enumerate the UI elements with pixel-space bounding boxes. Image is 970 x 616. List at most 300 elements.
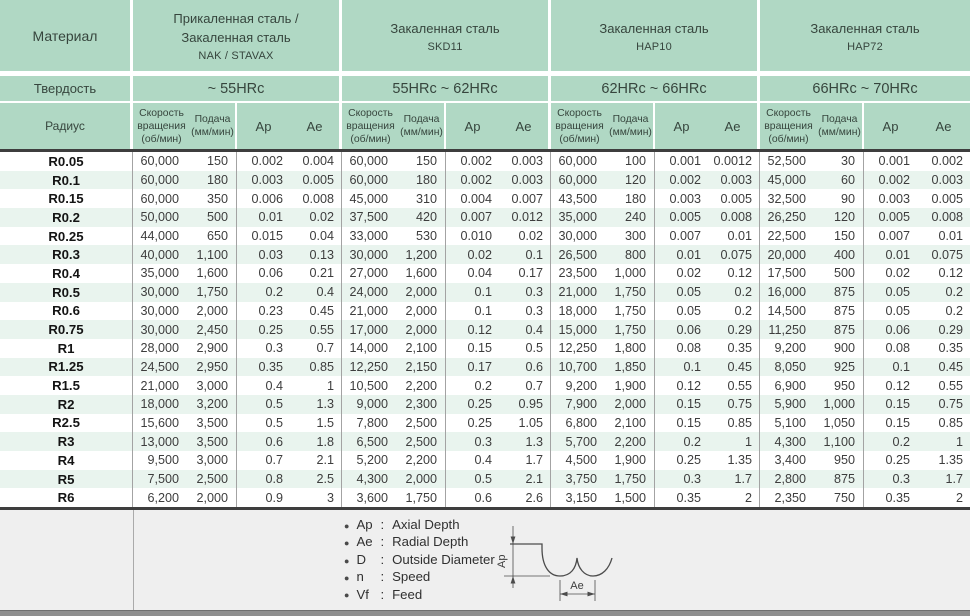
table-row — [0, 451, 970, 470]
value-cell: 1,100 — [817, 432, 864, 451]
value-cell: 500 — [817, 264, 864, 283]
value-cell: 13,000 — [140, 434, 179, 449]
value-cell: 0.3 — [499, 283, 551, 302]
value-cell: 0.95 — [499, 395, 551, 414]
value-cell: 6,900 — [774, 378, 806, 393]
value-cell: 2,000 — [399, 320, 446, 339]
radius-cell: R0.75 — [0, 320, 133, 339]
value-cell: 4,300 — [774, 434, 806, 449]
value-cell: 0.075 — [708, 245, 760, 264]
radius-cell: R5 — [0, 470, 133, 489]
value-cell: 0.006 — [251, 191, 283, 206]
value-cell: 925 — [817, 358, 864, 377]
value-cell: 900 — [817, 339, 864, 358]
value-cell: 530 — [399, 227, 446, 246]
value-cell: 2,000 — [608, 395, 655, 414]
value-cell: 0.29 — [938, 322, 963, 337]
value-cell: 0.2 — [945, 303, 963, 318]
value-cell: 0.6 — [474, 490, 492, 505]
radius-cell: R2 — [0, 395, 133, 414]
value-cell: 0.01 — [676, 247, 701, 262]
value-cell: 12,250 — [558, 341, 597, 356]
value-cell: 1,000 — [608, 264, 655, 283]
value-cell: 0.007 — [460, 210, 492, 225]
value-cell: 0.2 — [708, 302, 760, 321]
value-cell: 0.21 — [290, 264, 342, 283]
value-cell: 0.05 — [885, 285, 910, 300]
value-cell: 120 — [608, 171, 655, 190]
value-cell: 15,600 — [140, 415, 179, 430]
value-cell: 2,350 — [774, 490, 806, 505]
table-row — [0, 283, 970, 302]
arrow-icon — [511, 537, 516, 545]
radius-cell: R0.05 — [0, 152, 133, 171]
value-cell: 0.35 — [885, 490, 910, 505]
bottom-bar — [0, 610, 970, 616]
value-cell: 0.008 — [931, 210, 963, 225]
value-cell: 0.1 — [499, 245, 551, 264]
value-cell: 2,000 — [190, 302, 237, 321]
value-cell: 7,900 — [565, 397, 597, 412]
value-cell: 0.3 — [892, 472, 910, 487]
value-cell: 27,000 — [349, 266, 388, 281]
value-cell: 2.6 — [499, 488, 551, 507]
value-cell: 2,000 — [190, 488, 237, 507]
value-cell: 17,000 — [349, 322, 388, 337]
value-cell: 1,600 — [190, 264, 237, 283]
value-cell: 60 — [817, 171, 864, 190]
value-cell: 0.01 — [938, 229, 963, 244]
material-group-hap10 — [551, 0, 760, 71]
value-cell: 32,500 — [767, 191, 806, 206]
value-cell: 500 — [190, 208, 237, 227]
value-cell: 1,500 — [608, 488, 655, 507]
value-cell: 0.003 — [251, 173, 283, 188]
value-cell: 0.002 — [251, 154, 283, 169]
speed-header: Скорость вращения (об/мин) — [133, 103, 190, 149]
value-cell: 60,000 — [349, 154, 388, 169]
group-name-line: Закаленная сталь — [810, 20, 920, 36]
value-cell: 0.1 — [892, 359, 910, 374]
value-cell: 0.15 — [676, 415, 701, 430]
value-cell: 420 — [399, 208, 446, 227]
value-cell: 30 — [817, 152, 864, 171]
value-cell: 37,500 — [349, 210, 388, 225]
table-row — [0, 395, 970, 414]
value-cell: 0.001 — [669, 154, 701, 169]
value-cell: 0.005 — [878, 210, 910, 225]
value-cell: 33,000 — [349, 229, 388, 244]
value-cell: 0.003 — [878, 191, 910, 206]
value-cell: 0.007 — [878, 229, 910, 244]
value-cell: 0.15 — [467, 341, 492, 356]
value-cell: 9,000 — [356, 397, 388, 412]
arrow-icon — [588, 592, 596, 597]
value-cell: 1.7 — [708, 470, 760, 489]
value-cell: 0.35 — [708, 339, 760, 358]
value-cell: 310 — [399, 189, 446, 208]
value-cell: 1,750 — [608, 470, 655, 489]
value-cell: 22,500 — [767, 229, 806, 244]
legend-item-vf: ● Vf : Feed — [344, 586, 423, 602]
value-cell: 2,900 — [190, 339, 237, 358]
value-cell: 0.15 — [885, 397, 910, 412]
value-cell: 30,000 — [140, 303, 179, 318]
radius-cell: R2.5 — [0, 414, 133, 433]
table-row — [0, 320, 970, 339]
value-cell: 2,300 — [399, 395, 446, 414]
value-cell: 3,500 — [190, 414, 237, 433]
value-cell: 2,500 — [399, 432, 446, 451]
value-cell: 0.1 — [474, 303, 492, 318]
value-cell: 2.1 — [499, 470, 551, 489]
material-group-nak-stavax — [133, 0, 342, 71]
value-cell: 0.7 — [499, 376, 551, 395]
value-cell: 1.7 — [499, 451, 551, 470]
value-cell: 0.3 — [474, 434, 492, 449]
value-cell: 5,700 — [565, 434, 597, 449]
value-cell: 14,500 — [767, 303, 806, 318]
value-cell: 1,850 — [608, 358, 655, 377]
value-cell: 180 — [190, 171, 237, 190]
value-cell: 0.75 — [938, 397, 963, 412]
value-cell: 0.008 — [708, 208, 760, 227]
value-cell: 3,200 — [190, 395, 237, 414]
value-cell: 2 — [955, 490, 963, 505]
value-cell: 1,750 — [608, 283, 655, 302]
value-cell: 0.3 — [265, 341, 283, 356]
value-cell: 1,200 — [399, 245, 446, 264]
value-cell: 0.55 — [290, 320, 342, 339]
value-cell: 24,500 — [140, 359, 179, 374]
value-cell: 0.2 — [683, 434, 701, 449]
table-row — [0, 189, 970, 208]
radius-cell: R0.4 — [0, 264, 133, 283]
value-cell: 2,200 — [608, 432, 655, 451]
value-cell: 1 — [708, 432, 760, 451]
value-cell: 2.1 — [290, 451, 342, 470]
table-row — [0, 432, 970, 451]
value-cell: 1,600 — [399, 264, 446, 283]
value-cell: 150 — [399, 152, 446, 171]
value-cell: 2,200 — [399, 376, 446, 395]
material-group-hap72 — [760, 0, 970, 71]
value-cell: 30,000 — [140, 322, 179, 337]
value-cell: 0.01 — [258, 210, 283, 225]
group-name-line: Прикаленная сталь / — [173, 11, 299, 26]
value-cell: 0.06 — [676, 322, 701, 337]
value-cell: 0.0012 — [708, 152, 760, 171]
ap-header: Ap — [864, 103, 917, 149]
value-cell: 1,750 — [608, 320, 655, 339]
hardness-row — [0, 76, 970, 101]
value-cell: 0.004 — [290, 152, 342, 171]
value-cell: 44,000 — [140, 229, 179, 244]
bullet-icon: ● — [344, 538, 350, 549]
scallop-profile — [510, 544, 612, 576]
value-cell: 300 — [608, 227, 655, 246]
value-cell: 43,500 — [558, 191, 597, 206]
value-cell: 20,000 — [767, 247, 806, 262]
value-cell: 0.12 — [885, 378, 910, 393]
value-cell: 0.002 — [931, 154, 963, 169]
radius-cell: R1.25 — [0, 358, 133, 377]
value-cell: 0.4 — [290, 283, 342, 302]
value-cell: 0.2 — [708, 283, 760, 302]
group-name-line: Закаленная сталь — [181, 30, 291, 45]
radius-label: Радиус — [0, 103, 133, 149]
value-cell: 0.23 — [258, 303, 283, 318]
value-cell: 45,000 — [767, 173, 806, 188]
value-cell: 0.04 — [290, 227, 342, 246]
value-cell: 0.005 — [708, 189, 760, 208]
ap-header: Ap — [446, 103, 499, 149]
value-cell: 0.03 — [258, 247, 283, 262]
value-cell: 8,050 — [774, 359, 806, 374]
value-cell: 0.01 — [708, 227, 760, 246]
value-cell: 21,000 — [140, 378, 179, 393]
table-row — [0, 245, 970, 264]
value-cell: 0.35 — [938, 341, 963, 356]
value-cell: 0.008 — [290, 189, 342, 208]
value-cell: 650 — [190, 227, 237, 246]
value-cell: 0.15 — [676, 397, 701, 412]
group-name-line: Закаленная сталь — [390, 20, 500, 36]
value-cell: 3 — [290, 488, 342, 507]
value-cell: 4,300 — [356, 472, 388, 487]
value-cell: 0.002 — [878, 173, 910, 188]
speed-header: Скорость вращения (об/мин) — [760, 103, 817, 149]
column-header-row — [0, 103, 970, 149]
table-row — [0, 152, 970, 171]
value-cell: 0.45 — [708, 358, 760, 377]
value-cell: 45,000 — [349, 191, 388, 206]
value-cell: 4,500 — [565, 453, 597, 468]
value-cell: 1 — [290, 376, 342, 395]
value-cell: 0.25 — [467, 397, 492, 412]
value-cell: 0.17 — [499, 264, 551, 283]
bullet-icon: ● — [344, 520, 350, 531]
hardness-label: Твердость — [0, 76, 133, 101]
value-cell: 950 — [817, 451, 864, 470]
value-cell: 30,000 — [140, 285, 179, 300]
value-cell: 0.001 — [878, 154, 910, 169]
value-cell: 6,500 — [356, 434, 388, 449]
value-cell: 18,000 — [140, 397, 179, 412]
value-cell: 9,200 — [774, 341, 806, 356]
value-cell: 0.55 — [938, 378, 963, 393]
value-cell: 2,450 — [190, 320, 237, 339]
hardness-value: 66HRc ~ 70HRc — [760, 76, 970, 101]
value-cell: 180 — [608, 189, 655, 208]
value-cell: 0.005 — [290, 171, 342, 190]
value-cell: 950 — [817, 376, 864, 395]
value-cell: 0.08 — [885, 341, 910, 356]
value-cell: 2,100 — [608, 414, 655, 433]
value-cell: 0.45 — [290, 302, 342, 321]
value-cell: 9,500 — [147, 453, 179, 468]
value-cell: 0.2 — [474, 378, 492, 393]
value-cell: 0.007 — [669, 229, 701, 244]
value-cell: 1.35 — [938, 453, 963, 468]
legend-area — [0, 510, 970, 610]
value-cell: 5,100 — [774, 415, 806, 430]
value-cell: 0.2 — [265, 285, 283, 300]
value-cell: 0.02 — [467, 247, 492, 262]
value-cell: 0.02 — [290, 208, 342, 227]
value-cell: 21,000 — [349, 303, 388, 318]
value-cell: 0.2 — [945, 285, 963, 300]
value-cell: 0.12 — [467, 322, 492, 337]
value-cell: 0.7 — [290, 339, 342, 358]
value-cell: 0.08 — [676, 341, 701, 356]
bullet-icon: ● — [344, 572, 350, 583]
value-cell: 0.02 — [499, 227, 551, 246]
value-cell: 0.35 — [676, 490, 701, 505]
value-cell: 0.25 — [258, 322, 283, 337]
value-cell: 3,500 — [190, 432, 237, 451]
legend-list — [344, 517, 495, 604]
value-cell: 2,000 — [399, 283, 446, 302]
value-cell: 0.04 — [467, 266, 492, 281]
feed-header: Подача (мм/мин) — [399, 103, 446, 149]
value-cell: 6,200 — [147, 490, 179, 505]
value-cell: 2,800 — [774, 472, 806, 487]
value-cell: 2,200 — [399, 451, 446, 470]
legend-item-ap: ● Ap : Axial Depth — [344, 517, 460, 533]
arrow-icon — [560, 592, 568, 597]
table-row — [0, 488, 970, 507]
value-cell: 0.004 — [460, 191, 492, 206]
speed-header: Скорость вращения (об/мин) — [551, 103, 608, 149]
radius-cell: R1.5 — [0, 376, 133, 395]
value-cell: 1.5 — [290, 414, 342, 433]
value-cell: 0.25 — [467, 415, 492, 430]
value-cell: 2,000 — [399, 302, 446, 321]
value-cell: 2,950 — [190, 358, 237, 377]
radius-cell: R3 — [0, 432, 133, 451]
value-cell: 30,000 — [558, 229, 597, 244]
value-cell: 16,000 — [767, 285, 806, 300]
ap-header: Ap — [237, 103, 290, 149]
value-cell: 0.29 — [708, 320, 760, 339]
value-cell: 0.1 — [474, 285, 492, 300]
table-row — [0, 171, 970, 190]
value-cell: 2 — [708, 488, 760, 507]
value-cell: 100 — [608, 152, 655, 171]
table-row — [0, 470, 970, 489]
value-cell: 3,600 — [356, 490, 388, 505]
group-grade: NAK / STAVAX — [198, 50, 274, 62]
value-cell: 0.05 — [885, 303, 910, 318]
hardness-value: 62HRc ~ 66HRc — [551, 76, 760, 101]
table-row — [0, 264, 970, 283]
ae-dim-label: Ae — [570, 580, 584, 593]
value-cell: 1,000 — [817, 395, 864, 414]
value-cell: 800 — [608, 245, 655, 264]
value-cell: 1,900 — [608, 451, 655, 470]
ae-header: Ae — [499, 103, 551, 149]
value-cell: 30,000 — [349, 247, 388, 262]
value-cell: 3,750 — [565, 472, 597, 487]
legend-item-n: ● n : Speed — [344, 569, 431, 585]
value-cell: 0.003 — [931, 173, 963, 188]
value-cell: 24,000 — [349, 285, 388, 300]
value-cell: 21,000 — [558, 285, 597, 300]
value-cell: 0.85 — [938, 415, 963, 430]
radius-cell: R0.15 — [0, 189, 133, 208]
value-cell: 0.7 — [265, 453, 283, 468]
value-cell: 60,000 — [349, 173, 388, 188]
value-cell: 0.4 — [265, 378, 283, 393]
table-row — [0, 339, 970, 358]
value-cell: 0.1 — [683, 359, 701, 374]
value-cell: 150 — [817, 227, 864, 246]
value-cell: 5,200 — [356, 453, 388, 468]
ae-header: Ae — [917, 103, 970, 149]
value-cell: 1.7 — [945, 472, 963, 487]
ae-header: Ae — [290, 103, 342, 149]
table-row — [0, 358, 970, 377]
value-cell: 0.012 — [499, 208, 551, 227]
value-cell: 40,000 — [140, 247, 179, 262]
value-cell: 1,750 — [608, 302, 655, 321]
value-cell: 10,700 — [558, 359, 597, 374]
value-cell: 0.9 — [265, 490, 283, 505]
value-cell: 2,000 — [399, 470, 446, 489]
value-cell: 1.05 — [499, 414, 551, 433]
value-cell: 0.3 — [683, 472, 701, 487]
value-cell: 0.005 — [669, 210, 701, 225]
value-cell: 1,800 — [608, 339, 655, 358]
value-cell: 23,500 — [558, 266, 597, 281]
value-cell: 0.01 — [885, 247, 910, 262]
radius-cell: R0.2 — [0, 208, 133, 227]
group-grade: HAP10 — [636, 40, 672, 53]
bullet-icon: ● — [344, 555, 350, 566]
cutting-diagram — [492, 520, 652, 606]
value-cell: 0.5 — [499, 339, 551, 358]
value-cell: 2,500 — [190, 470, 237, 489]
value-cell: 5,900 — [774, 397, 806, 412]
hardness-value: 55HRc ~ 62HRc — [342, 76, 551, 101]
value-cell: 0.003 — [669, 191, 701, 206]
radius-cell: R0.25 — [0, 227, 133, 246]
value-cell: 0.45 — [938, 359, 963, 374]
value-cell: 0.05 — [676, 303, 701, 318]
value-cell: 60,000 — [558, 173, 597, 188]
value-cell: 0.5 — [474, 472, 492, 487]
value-cell: 875 — [817, 470, 864, 489]
value-cell: 0.4 — [474, 453, 492, 468]
value-cell: 875 — [817, 302, 864, 321]
material-header-row — [0, 0, 970, 71]
value-cell: 875 — [817, 283, 864, 302]
value-cell: 1,100 — [190, 245, 237, 264]
value-cell: 0.005 — [931, 191, 963, 206]
value-cell: 180 — [399, 171, 446, 190]
arrow-icon — [511, 576, 516, 584]
speed-header: Скорость вращения (об/мин) — [342, 103, 399, 149]
value-cell: 7,800 — [356, 415, 388, 430]
value-cell: 10,500 — [349, 378, 388, 393]
table-row — [0, 414, 970, 433]
hardness-value: ~ 55HRc — [133, 76, 342, 101]
value-cell: 0.003 — [499, 171, 551, 190]
value-cell: 0.6 — [265, 434, 283, 449]
value-cell: 60,000 — [140, 191, 179, 206]
value-cell: 9,200 — [565, 378, 597, 393]
